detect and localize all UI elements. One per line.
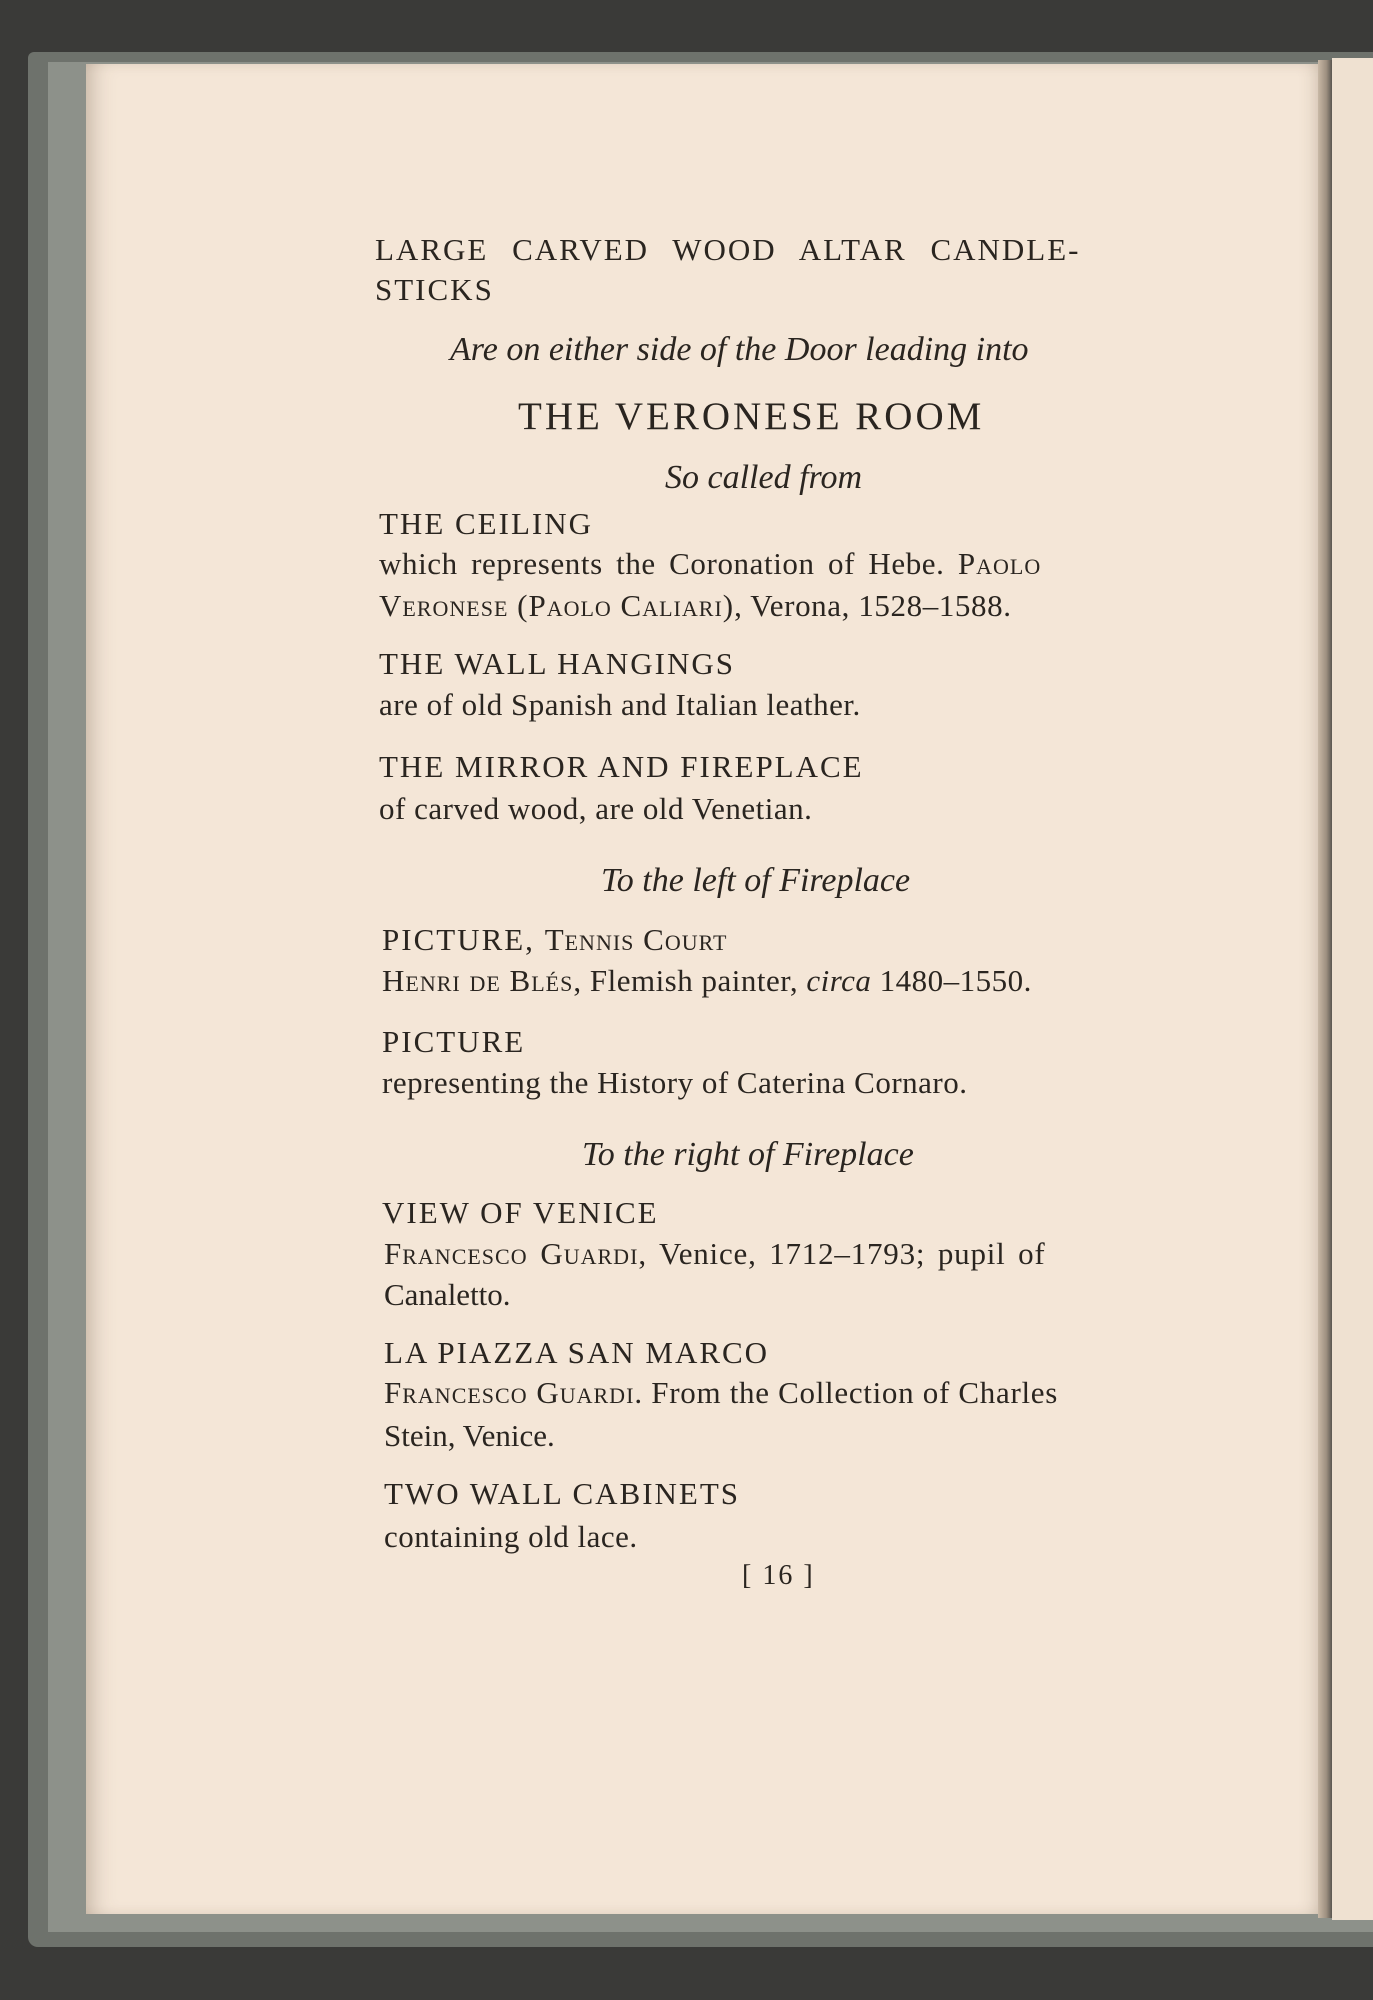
view-venice-text-line-1 — [384, 1238, 1046, 1269]
picture-subject: Tennis Court — [544, 922, 728, 957]
picture-artist-desc: , Flemish painter, — [573, 963, 807, 998]
picture-dates: 1480–1550. — [871, 963, 1032, 998]
ceiling-text-line-2 — [379, 590, 1012, 621]
left-of-fireplace: To the left of Fireplace — [601, 862, 911, 899]
candlesticks-heading-line-2: STICKS — [375, 272, 494, 307]
picture-cornaro-text: representing the History of Caterina Cornaro. — [382, 1065, 968, 1100]
ceiling-place-dates: , Verona, 1528–1588. — [734, 588, 1012, 623]
room-title: THE VERONESE ROOM — [518, 395, 985, 438]
cabinets-heading: TWO WALL CABINETS — [384, 1476, 741, 1511]
picture-label: PICTURE, — [382, 922, 545, 957]
ceiling-heading: THE CEILING — [379, 506, 593, 541]
picture-cornaro-heading: PICTURE — [382, 1024, 526, 1059]
circa-text: circa — [806, 963, 872, 998]
picture-tennis-heading — [382, 924, 727, 955]
ceiling-artist-first: Paolo — [957, 546, 1042, 581]
view-venice-text-line-2: Canaletto. — [384, 1277, 511, 1312]
picture-artist: Henri de Blés — [382, 963, 574, 998]
piazza-heading: LA PIAZZA SAN MARCO — [384, 1335, 770, 1370]
cabinets-text: containing old lace. — [384, 1519, 638, 1554]
view-venice-desc: , Venice, 1712–1793; pupil of — [638, 1236, 1046, 1271]
so-called-line: So called from — [665, 459, 863, 496]
book-gutter — [1318, 60, 1332, 1918]
ceiling-artist: Veronese (Paolo Caliari) — [379, 588, 735, 623]
intro-line: Are on either side of the Door leading into — [450, 331, 1029, 368]
wall-hangings-heading: THE WALL HANGINGS — [379, 646, 736, 681]
right-of-fireplace: To the right of Fireplace — [582, 1136, 914, 1173]
ceiling-text: which represents the Coronation of Hebe. — [379, 546, 958, 581]
page-number: [ 16 ] — [742, 1560, 815, 1591]
wall-hangings-text: are of old Spanish and Italian leather. — [379, 687, 861, 722]
ceiling-text-line-1 — [379, 548, 1041, 579]
picture-tennis-text — [382, 965, 1032, 996]
facing-page-edge — [1332, 58, 1373, 1920]
candlesticks-heading-line-1: LARGE CARVED WOOD ALTAR CANDLE- — [375, 232, 1081, 267]
piazza-artist: Francesco Guardi — [384, 1375, 635, 1410]
mirror-heading: THE MIRROR AND FIREPLACE — [379, 749, 864, 784]
view-venice-heading: VIEW OF VENICE — [382, 1195, 659, 1230]
piazza-text-line-1 — [384, 1377, 1058, 1408]
mirror-text: of carved wood, are old Venetian. — [379, 791, 813, 826]
piazza-desc: . From the Collection of Charles — [634, 1375, 1059, 1410]
view-venice-artist: Francesco Guardi — [384, 1236, 639, 1271]
piazza-text-line-2: Stein, Venice. — [384, 1418, 555, 1453]
